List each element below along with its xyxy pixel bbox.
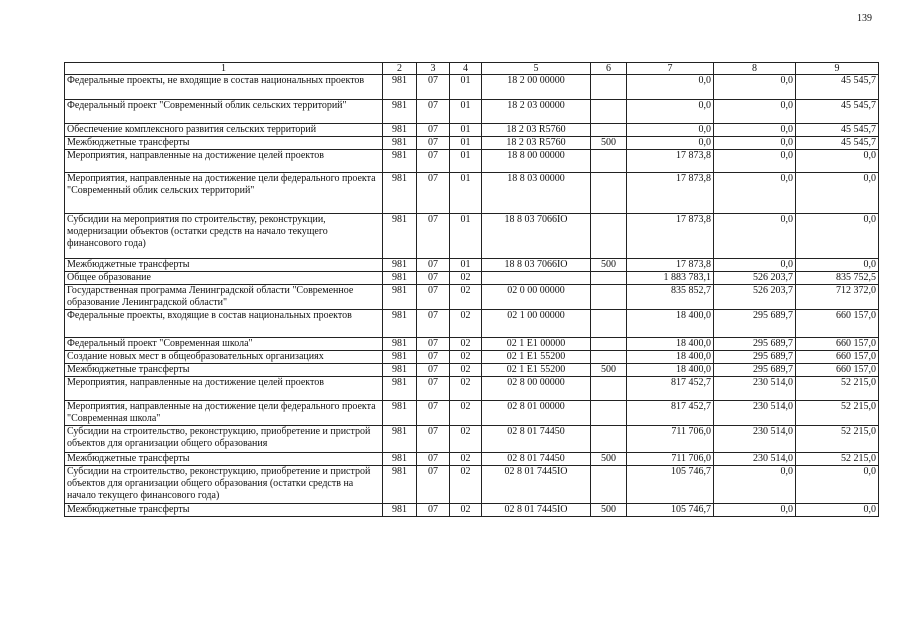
amount-cell: 230 514,0 [714, 426, 796, 453]
table-row [65, 401, 879, 426]
item-name-cell: Мероприятия, направленные на достижение целей проектов [65, 377, 383, 401]
amount-cell: 0,0 [714, 75, 796, 100]
target-article-cell: 02 1 00 00000 [482, 310, 591, 338]
code-cell: 981 [383, 338, 417, 351]
expense-type-cell [591, 75, 627, 100]
expense-type-cell [591, 285, 627, 310]
amount-cell: 295 689,7 [714, 338, 796, 351]
item-name-cell: Федеральный проект "Современная школа" [65, 338, 383, 351]
section-cell: 07 [417, 310, 450, 338]
amount-cell: 45 545,7 [796, 137, 879, 150]
budget-table [64, 62, 879, 517]
subsection-cell: 01 [450, 150, 482, 173]
table-body [65, 75, 879, 517]
code-cell: 981 [383, 75, 417, 100]
target-article-cell: 02 0 00 00000 [482, 285, 591, 310]
item-name-cell: Мероприятия, направленные на достижение цели федерального проекта "Современная школа" [65, 401, 383, 426]
header-cell: 3 [417, 63, 450, 75]
table-row [65, 364, 879, 377]
table-row [65, 214, 879, 259]
target-article-cell: 18 8 03 7066IO [482, 259, 591, 272]
table-row [65, 285, 879, 310]
amount-cell: 817 452,7 [627, 377, 714, 401]
amount-cell: 105 746,7 [627, 466, 714, 504]
table-row [65, 137, 879, 150]
target-article-cell: 02 1 E1 55200 [482, 364, 591, 377]
amount-cell: 0,0 [714, 100, 796, 124]
header-cell: 5 [482, 63, 591, 75]
item-name-cell: Межбюджетные трансферты [65, 504, 383, 517]
code-cell: 981 [383, 364, 417, 377]
table-row [65, 377, 879, 401]
expense-type-cell [591, 426, 627, 453]
amount-cell: 0,0 [627, 124, 714, 137]
table-row [65, 310, 879, 338]
amount-cell: 17 873,8 [627, 259, 714, 272]
amount-cell: 18 400,0 [627, 351, 714, 364]
amount-cell: 45 545,7 [796, 100, 879, 124]
subsection-cell: 02 [450, 466, 482, 504]
amount-cell: 835 752,5 [796, 272, 879, 285]
expense-type-cell: 500 [591, 453, 627, 466]
amount-cell: 18 400,0 [627, 310, 714, 338]
target-article-cell: 18 2 03 00000 [482, 100, 591, 124]
amount-cell: 17 873,8 [627, 173, 714, 214]
amount-cell: 230 514,0 [714, 401, 796, 426]
expense-type-cell [591, 351, 627, 364]
section-cell: 07 [417, 401, 450, 426]
amount-cell: 0,0 [714, 137, 796, 150]
amount-cell: 17 873,8 [627, 150, 714, 173]
subsection-cell: 01 [450, 124, 482, 137]
target-article-cell: 02 8 01 74450 [482, 453, 591, 466]
section-cell: 07 [417, 259, 450, 272]
code-cell: 981 [383, 124, 417, 137]
subsection-cell: 02 [450, 401, 482, 426]
code-cell: 981 [383, 150, 417, 173]
subsection-cell: 02 [450, 338, 482, 351]
amount-cell: 0,0 [627, 75, 714, 100]
target-article-cell: 02 8 01 00000 [482, 401, 591, 426]
subsection-cell: 02 [450, 426, 482, 453]
code-cell: 981 [383, 214, 417, 259]
item-name-cell: Федеральные проекты, не входящие в состав национальных проектов [65, 75, 383, 100]
amount-cell: 295 689,7 [714, 310, 796, 338]
item-name-cell: Субсидии на строительство, реконструкцию, приобретение и пристрой объектов для организации общего образования (остатки средств на начало текущего финансового года) [65, 466, 383, 504]
amount-cell: 712 372,0 [796, 285, 879, 310]
code-cell: 981 [383, 272, 417, 285]
amount-cell: 0,0 [714, 504, 796, 517]
table-row [65, 351, 879, 364]
table-row [65, 338, 879, 351]
code-cell: 981 [383, 310, 417, 338]
expense-type-cell [591, 272, 627, 285]
header-cell: 2 [383, 63, 417, 75]
section-cell: 07 [417, 426, 450, 453]
table-row [65, 150, 879, 173]
amount-cell: 105 746,7 [627, 504, 714, 517]
subsection-cell: 02 [450, 364, 482, 377]
item-name-cell: Межбюджетные трансферты [65, 137, 383, 150]
code-cell: 981 [383, 466, 417, 504]
expense-type-cell: 500 [591, 504, 627, 517]
item-name-cell: Создание новых мест в общеобразовательных организациях [65, 351, 383, 364]
section-cell: 07 [417, 338, 450, 351]
subsection-cell: 02 [450, 285, 482, 310]
expense-type-cell [591, 150, 627, 173]
expense-type-cell: 500 [591, 259, 627, 272]
section-cell: 07 [417, 504, 450, 517]
section-cell: 07 [417, 377, 450, 401]
code-cell: 981 [383, 453, 417, 466]
section-cell: 07 [417, 285, 450, 310]
item-name-cell: Федеральный проект "Современный облик сельских территорий" [65, 100, 383, 124]
amount-cell: 17 873,8 [627, 214, 714, 259]
section-cell: 07 [417, 214, 450, 259]
item-name-cell: Межбюджетные трансферты [65, 453, 383, 466]
amount-cell: 0,0 [796, 504, 879, 517]
amount-cell: 0,0 [796, 214, 879, 259]
amount-cell: 18 400,0 [627, 364, 714, 377]
section-cell: 07 [417, 75, 450, 100]
code-cell: 981 [383, 401, 417, 426]
target-article-cell: 18 8 03 7066IO [482, 214, 591, 259]
section-cell: 07 [417, 466, 450, 504]
amount-cell: 660 157,0 [796, 338, 879, 351]
amount-cell: 45 545,7 [796, 124, 879, 137]
header-cell: 8 [714, 63, 796, 75]
code-cell: 981 [383, 137, 417, 150]
table-row [65, 426, 879, 453]
expense-type-cell [591, 338, 627, 351]
amount-cell: 526 203,7 [714, 285, 796, 310]
target-article-cell: 02 1 E1 55200 [482, 351, 591, 364]
table-row [65, 259, 879, 272]
expense-type-cell [591, 377, 627, 401]
amount-cell: 0,0 [714, 466, 796, 504]
item-name-cell: Государственная программа Ленинградской области "Современное образование Ленинградской области" [65, 285, 383, 310]
table-row [65, 272, 879, 285]
amount-cell: 660 157,0 [796, 351, 879, 364]
section-cell: 07 [417, 124, 450, 137]
expense-type-cell [591, 173, 627, 214]
expense-type-cell [591, 124, 627, 137]
amount-cell: 711 706,0 [627, 453, 714, 466]
amount-cell: 295 689,7 [714, 351, 796, 364]
section-cell: 07 [417, 137, 450, 150]
item-name-cell: Федеральные проекты, входящие в состав национальных проектов [65, 310, 383, 338]
section-cell: 07 [417, 272, 450, 285]
code-cell: 981 [383, 100, 417, 124]
amount-cell: 0,0 [627, 100, 714, 124]
expense-type-cell [591, 401, 627, 426]
header-cell: 4 [450, 63, 482, 75]
amount-cell: 52 215,0 [796, 401, 879, 426]
table-row [65, 75, 879, 100]
header-row [65, 63, 879, 75]
target-article-cell [482, 272, 591, 285]
amount-cell: 0,0 [714, 173, 796, 214]
section-cell: 07 [417, 173, 450, 214]
amount-cell: 1 883 783,1 [627, 272, 714, 285]
subsection-cell: 01 [450, 259, 482, 272]
header-cell: 1 [65, 63, 383, 75]
item-name-cell: Общее образование [65, 272, 383, 285]
code-cell: 981 [383, 504, 417, 517]
target-article-cell: 18 8 00 00000 [482, 150, 591, 173]
subsection-cell: 01 [450, 137, 482, 150]
code-cell: 981 [383, 377, 417, 401]
amount-cell: 52 215,0 [796, 426, 879, 453]
amount-cell: 660 157,0 [796, 364, 879, 377]
amount-cell: 0,0 [714, 259, 796, 272]
target-article-cell: 02 1 E1 00000 [482, 338, 591, 351]
amount-cell: 0,0 [796, 150, 879, 173]
amount-cell: 711 706,0 [627, 426, 714, 453]
item-name-cell: Межбюджетные трансферты [65, 259, 383, 272]
code-cell: 981 [383, 173, 417, 214]
section-cell: 07 [417, 150, 450, 173]
amount-cell: 660 157,0 [796, 310, 879, 338]
amount-cell: 835 852,7 [627, 285, 714, 310]
item-name-cell: Мероприятия, направленные на достижение целей проектов [65, 150, 383, 173]
header-cell: 7 [627, 63, 714, 75]
table-row [65, 504, 879, 517]
item-name-cell: Субсидии на мероприятия по строительству, реконструкции, модернизации объектов (остатки средств на начало текущего финансового года) [65, 214, 383, 259]
target-article-cell: 02 8 01 7445IO [482, 504, 591, 517]
section-cell: 07 [417, 100, 450, 124]
amount-cell: 52 215,0 [796, 453, 879, 466]
subsection-cell: 01 [450, 75, 482, 100]
table-row [65, 173, 879, 214]
amount-cell: 817 452,7 [627, 401, 714, 426]
amount-cell: 0,0 [796, 173, 879, 214]
amount-cell: 45 545,7 [796, 75, 879, 100]
table-row [65, 124, 879, 137]
expense-type-cell [591, 310, 627, 338]
section-cell: 07 [417, 351, 450, 364]
amount-cell: 0,0 [714, 124, 796, 137]
target-article-cell: 02 8 01 74450 [482, 426, 591, 453]
subsection-cell: 01 [450, 214, 482, 259]
amount-cell: 230 514,0 [714, 453, 796, 466]
amount-cell: 52 215,0 [796, 377, 879, 401]
amount-cell: 18 400,0 [627, 338, 714, 351]
item-name-cell: Обеспечение комплексного развития сельских территорий [65, 124, 383, 137]
code-cell: 981 [383, 426, 417, 453]
amount-cell: 526 203,7 [714, 272, 796, 285]
target-article-cell: 18 8 03 00000 [482, 173, 591, 214]
target-article-cell: 18 2 03 R5760 [482, 124, 591, 137]
amount-cell: 0,0 [627, 137, 714, 150]
section-cell: 07 [417, 364, 450, 377]
amount-cell: 0,0 [714, 150, 796, 173]
amount-cell: 0,0 [714, 214, 796, 259]
expense-type-cell [591, 466, 627, 504]
item-name-cell: Межбюджетные трансферты [65, 364, 383, 377]
section-cell: 07 [417, 453, 450, 466]
expense-type-cell [591, 214, 627, 259]
header-cell: 6 [591, 63, 627, 75]
expense-type-cell: 500 [591, 364, 627, 377]
item-name-cell: Мероприятия, направленные на достижение цели федерального проекта "Современный облик сельских территорий" [65, 173, 383, 214]
item-name-cell: Субсидии на строительство, реконструкцию, приобретение и пристрой объектов для организации общего образования [65, 426, 383, 453]
header-cell: 9 [796, 63, 879, 75]
subsection-cell: 02 [450, 272, 482, 285]
table-row [65, 453, 879, 466]
subsection-cell: 02 [450, 377, 482, 401]
subsection-cell: 02 [450, 453, 482, 466]
code-cell: 981 [383, 259, 417, 272]
expense-type-cell: 500 [591, 137, 627, 150]
amount-cell: 230 514,0 [714, 377, 796, 401]
table-row [65, 466, 879, 504]
target-article-cell: 02 8 01 7445IO [482, 466, 591, 504]
table-row [65, 100, 879, 124]
expense-type-cell [591, 100, 627, 124]
subsection-cell: 01 [450, 173, 482, 214]
amount-cell: 0,0 [796, 259, 879, 272]
subsection-cell: 02 [450, 504, 482, 517]
code-cell: 981 [383, 351, 417, 364]
page-number: 139 [857, 13, 872, 24]
target-article-cell: 18 2 03 R5760 [482, 137, 591, 150]
target-article-cell: 02 8 00 00000 [482, 377, 591, 401]
target-article-cell: 18 2 00 00000 [482, 75, 591, 100]
amount-cell: 0,0 [796, 466, 879, 504]
code-cell: 981 [383, 285, 417, 310]
subsection-cell: 02 [450, 351, 482, 364]
amount-cell: 295 689,7 [714, 364, 796, 377]
subsection-cell: 02 [450, 310, 482, 338]
subsection-cell: 01 [450, 100, 482, 124]
